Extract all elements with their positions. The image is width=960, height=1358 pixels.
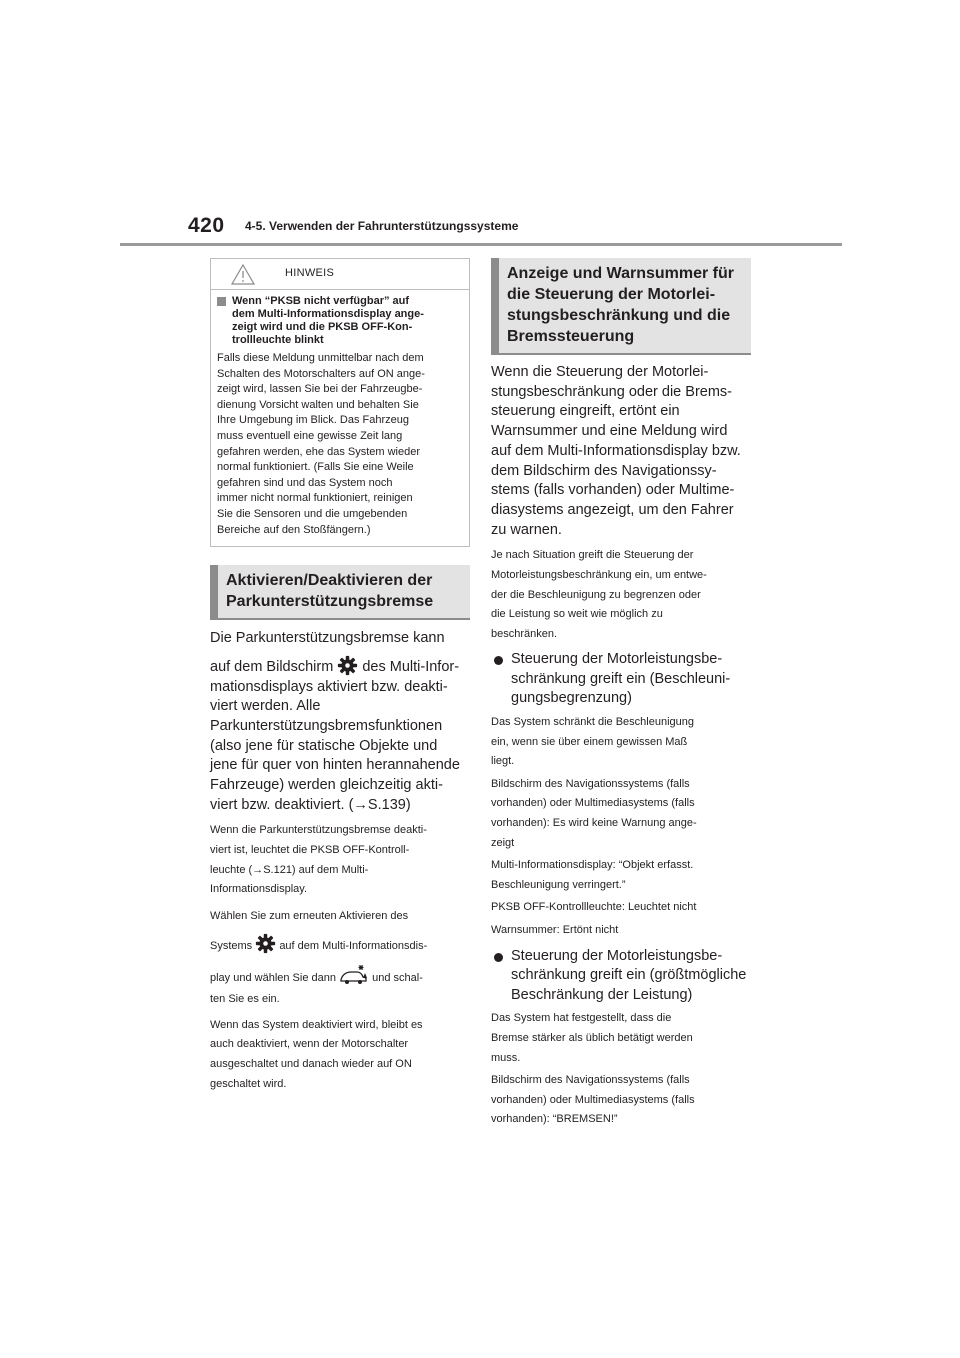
notice-box <box>210 258 470 547</box>
heading-line: die Steuerung der Motorlei- <box>507 286 716 303</box>
notice-subheading-text <box>232 295 424 347</box>
text-line: diasystems angezeigt, um den Fahrer <box>491 501 734 518</box>
text-line: Parkunterstützungsbremsfunktionen <box>210 717 443 734</box>
park-assist-intro <box>210 629 470 815</box>
text-fragment: Systems <box>210 939 253 952</box>
notice-line: gefahren werden, ehe das System wieder <box>217 445 421 458</box>
notice-line: Bereiche auf den Stoßfängern.) <box>217 523 371 536</box>
detail-paragraph <box>491 713 751 772</box>
text-line: Je nach Situation greift die Steuerung der <box>491 549 694 562</box>
text-line: Steuerung der Motorleistungsbe- <box>511 651 723 668</box>
notice-line: normal funktioniert. (Falls Sie eine Weile <box>217 461 414 474</box>
text-fragment: und schal- <box>372 971 423 984</box>
text-line: schränkung greift ein (Beschleuni- <box>511 670 731 687</box>
heading-line: Aktivieren/Deaktivieren der <box>226 572 433 590</box>
notice-subheading <box>217 295 463 347</box>
situation-note <box>491 546 751 644</box>
bullet-max-power-limit <box>491 947 751 1006</box>
text-line: ausgeschaltet und danach wieder auf ON <box>210 1058 412 1071</box>
persistence-note <box>210 1016 470 1094</box>
notice-subhead-line: trollleuchte blinkt <box>232 334 324 346</box>
car-rear-warning-icon <box>339 963 369 987</box>
warning-intro <box>491 363 751 540</box>
text-line: Warnsummer und eine Meldung wird <box>491 423 728 440</box>
warning-triangle-icon <box>231 264 255 285</box>
text-line: Beschleunigung verringert.” <box>491 878 626 891</box>
notice-line: Schalten des Motorschalters auf ON ange- <box>217 367 425 380</box>
text-line: Motorleistungsbeschränkung ein, um entwe- <box>491 568 707 581</box>
text-line: vorhanden) oder Multimediasystems (falls <box>491 797 695 810</box>
heading-line: Bremssteuerung <box>507 328 635 345</box>
heading-line: Parkunterstützungsbremse <box>226 593 434 611</box>
text-fragment: play und wählen Sie dann <box>210 971 336 984</box>
text-line: der die Beschleunigung zu begrenzen oder <box>491 588 701 601</box>
text-line: vorhanden): “BREMSEN!” <box>491 1113 618 1126</box>
notice-line: Falls diese Meldung unmittelbar nach dem <box>217 352 424 364</box>
notice-divider <box>211 289 469 290</box>
text-line-with-icon <box>210 963 423 989</box>
text-line: Wenn das System deaktiviert wird, bleibt es <box>210 1018 423 1031</box>
notice-header <box>217 259 463 289</box>
text-line: (also jene für statische Objekte und <box>210 737 438 754</box>
text-line: PKSB OFF-Kontrollleuchte: Leuchtet nicht <box>491 901 697 914</box>
text-line: stungsbeschränkung oder die Brems- <box>491 383 732 400</box>
bullet-dot-icon <box>494 953 503 962</box>
bullet2-details <box>491 1009 751 1130</box>
text-line: mationsdisplays aktiviert bzw. deakti- <box>210 678 448 695</box>
text-line: Bildschirm des Navigationssystems (falls <box>491 1074 690 1087</box>
text-line: gungsbegrenzung) <box>511 690 632 707</box>
text-line: die Leistung so weit wie möglich zu <box>491 608 663 621</box>
notice-line: gefahren sind und das System noch <box>217 476 393 489</box>
notice-subhead-line: zeigt wird und die PKSB OFF-Kon- <box>232 321 413 333</box>
header-divider <box>120 243 842 246</box>
notice-line: Sie die Sensoren und die umgebenden <box>217 507 408 520</box>
text-line: auf dem Multi-Informationsdisplay bzw. <box>491 442 741 459</box>
notice-line: muss eventuell eine gewisse Zeit lang <box>217 429 403 442</box>
detail-paragraph <box>491 1071 751 1130</box>
bullet-acceleration-limit <box>491 650 751 709</box>
text-line: Bildschirm des Navigationssystems (falls <box>491 777 690 790</box>
text-line: jene für quer von hinten herannahende <box>210 757 460 774</box>
text-line: zeigt <box>491 836 515 849</box>
text-line: geschaltet wird. <box>210 1077 287 1090</box>
text-line: leuchte (→S.121) auf dem Multi- <box>210 863 369 876</box>
text-line: vorhanden): Es wird keine Warnung ange- <box>491 817 697 830</box>
text-line: beschränken. <box>491 627 558 640</box>
text-line: steuerung eingreift, ertönt ein <box>491 403 680 420</box>
text-line: dem Bildschirm des Navigationssy- <box>491 462 717 479</box>
notice-line: immer nicht normal funktioniert, reinigen <box>217 492 413 505</box>
text-line: ten Sie es ein. <box>210 992 280 1005</box>
section-heading-warning <box>491 258 751 355</box>
text-line-with-icon <box>210 933 427 957</box>
text-line: viert werden. Alle <box>210 698 321 715</box>
notice-label: HINWEIS <box>285 267 335 279</box>
text-line: Warnsummer: Ertönt nicht <box>491 924 619 937</box>
notice-subhead-line: dem Multi-Informationsdisplay ange- <box>232 308 424 320</box>
text-line: Die Parkunterstützungsbremse kann <box>210 630 445 647</box>
gear-icon <box>337 655 358 676</box>
text-line-with-icon <box>210 655 459 678</box>
text-line: Das System schränkt die Beschleunigung <box>491 716 694 729</box>
text-line: Informationsdisplay. <box>210 883 308 896</box>
left-column <box>210 258 470 1094</box>
text-line: liegt. <box>491 755 515 768</box>
deactivated-note <box>210 821 470 899</box>
right-column <box>491 258 751 1130</box>
text-line: schränkung greift ein (größtmögliche <box>511 967 747 984</box>
text-fragment: des Multi-Infor- <box>362 658 460 675</box>
text-fragment: auf dem Bildschirm <box>210 658 334 675</box>
bullet-text <box>511 947 746 1006</box>
text-line: viert bzw. deaktiviert. (→S.139) <box>210 796 411 813</box>
notice-subhead-line: Wenn “PKSB nicht verfügbar” auf <box>232 295 410 307</box>
detail-paragraph <box>491 1009 751 1068</box>
text-line: Bremse stärker als üblich betätigt werden <box>491 1031 693 1044</box>
notice-line: dienung Vorsicht walten und behalten Sie <box>217 398 419 411</box>
page-number: 420 <box>188 214 225 237</box>
chapter-title: 4-5. Verwenden der Fahrunterstützungssysteme <box>245 219 519 233</box>
text-line: zu warnen. <box>491 521 562 538</box>
text-line: muss. <box>491 1051 521 1064</box>
detail-paragraph <box>491 898 751 918</box>
square-bullet-icon <box>217 297 226 306</box>
text-fragment: auf dem Multi-Informationsdis- <box>279 939 428 952</box>
gear-icon <box>255 933 276 954</box>
text-line: Beschränkung der Leistung) <box>511 986 693 1003</box>
detail-paragraph <box>491 775 751 853</box>
notice-line: Ihre Umgebung im Blick. Das Fahrzeug <box>217 414 409 427</box>
notice-line: zeigt wird, lassen Sie bei der Fahrzeugbe- <box>217 383 423 396</box>
section-heading-park-assist <box>210 565 470 620</box>
text-line: Wenn die Steuerung der Motorlei- <box>491 364 709 380</box>
reactivate-note <box>210 906 470 1010</box>
bullet-text <box>511 650 730 709</box>
detail-paragraph <box>491 856 751 895</box>
bullet-dot-icon <box>494 656 503 665</box>
text-line: vorhanden) oder Multimediasystems (falls <box>491 1093 695 1106</box>
text-line: ein, wenn sie über einem gewissen Maß <box>491 735 688 748</box>
text-line: Das System hat festgestellt, dass die <box>491 1012 672 1025</box>
text-line: Wenn die Parkunterstützungsbremse deakti- <box>210 824 427 837</box>
heading-line: Anzeige und Warnsummer für <box>507 265 734 282</box>
heading-line: stungsbeschränkung und die <box>507 307 731 324</box>
detail-paragraph <box>491 921 751 941</box>
bullet1-details <box>491 713 751 941</box>
text-line: Steuerung der Motorleistungsbe- <box>511 947 723 964</box>
text-line: auch deaktiviert, wenn der Motorschalter <box>210 1038 409 1051</box>
text-line: Fahrzeuge) werden gleichzeitig akti- <box>210 777 443 794</box>
text-line: Wählen Sie zum erneuten Aktivieren des <box>210 909 409 922</box>
text-line: Multi-Informationsdisplay: “Objekt erfasst. <box>491 859 694 872</box>
text-line: stems (falls vorhanden) oder Multime- <box>491 482 735 499</box>
notice-body <box>217 351 463 538</box>
text-line: viert ist, leuchtet die PKSB OFF-Kontroll- <box>210 844 410 857</box>
